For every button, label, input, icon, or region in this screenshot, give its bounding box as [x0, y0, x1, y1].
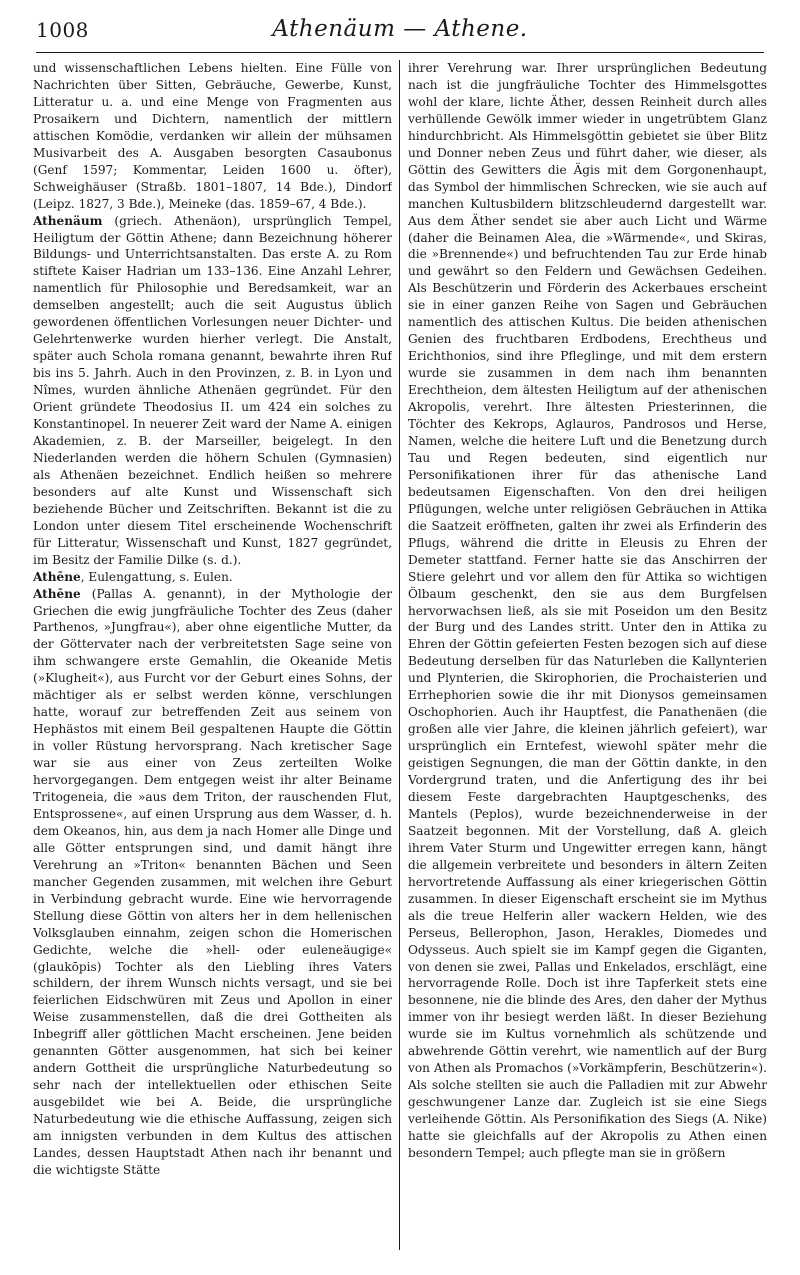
lemma-athene-owl: Athēne: [33, 569, 81, 584]
entry-athene-owl-text: , Eulengattung, s. Eulen.: [80, 569, 233, 584]
lemma-athene-goddess: Athēne: [33, 586, 81, 601]
page-header: [36, 12, 764, 52]
paragraph-continuation: und wissenschaftlichen Lebens hielten. Eine Fülle von Nachrichten über Sitten, Gebräuche, Gewerbe, Kunst, Litteratur u. a. und eine Menge von Fragmenten aus Prosaikern und Dichtern, namentlich der mittlern attischen Komödie, verdanken wir allein der mühsamen Musivarbeit des A. Ausgaben besorgten Casaubonus (Genf 1597; Kommentar, Leiden 1600 u. öfter), Schweighäuser (Straßb. 1801–1807, 14 Bde.), Dindorf (Leipz. 1827, 3 Bde.), Meineke (das. 1859–67, 4 Bde.).: [33, 61, 392, 211]
right-column: [408, 60, 767, 1260]
page-number: 1008: [36, 18, 89, 42]
text-columns: [33, 60, 767, 1260]
entry-athenaeum: [33, 213, 392, 569]
running-title: Athenäum — Athene.: [272, 16, 528, 42]
entry-athene-goddess: [33, 586, 392, 1179]
paragraph-continuation-right: ihrer Verehrung war. Ihrer ursprünglichen Bedeutung nach ist die jungfräuliche Tochter des Himmelsgottes wohl der klare, lichte Äther, dessen Reinheit durch alles verhüllende Gewölk immer wieder in ungetrübtem Glanz hindurchbricht. Als Himmelsgöttin gebietet sie über Blitz und Donner neben Zeus und führt daher, wie dieser, als Göttin des Gewitters die Ägis mit dem Gorgonenhaupt, das Symbol der himmlischen Schrecken, wie sie auch auf manchen Kultusbildern blitzschleudernd dargestellt war. Aus dem Äther sendet sie aber auch Licht und Wärme (daher die Beinamen Alea, die »Wärmende«, und Skiras, die »Brennende«) und befruchtenden Tau zur Erde hinab und gewährt so den Feldern und Gewächsen Gedeihen. Als Beschützerin und Förderin des Ackerbaues erscheint sie in einer ganzen Reihe von Sagen und Gebräuchen namentlich des attischen Kultus. Die beiden athenischen Genien des fruchtbaren Erdbodens, Erechtheus und Erichthonios, sind ihre Pfleglinge, und mit dem erstern wurde sie zusammen in dem nach ihm benannten Erechtheion, dem ältesten Heiligtum auf der athenischen Akropolis, verehrt. Ihre ältesten Priesterinnen, die Töchter des Kekrops, Aglauros, Pandrosos und Herse, Namen, welche die heitere Luft und die Benetzung durch Tau und Regen bedeuten, sind eigentlich nur Personifikationen ihrer für das athenische Land bedeutsamen Eigenschaften. Von den drei heiligen Pflügungen, welche unter religiösen Gebräuchen in Attika die Saatzeit eröffneten, galten ihr zwei als Erfinderin des Pflugs, während die dritte in Eleusis zu Ehren der Demeter stattfand. Ferner hatte sie das Anschirren der Stiere gelehrt und vor allem den für Attika so wichtigen Ölbaum geschenkt, den sie aus dem Burgfelsen hervorwachsen ließ, als sie mit Poseidon um den Besitz der Burg und des Landes stritt. Unter den in Attika zu Ehren der Göttin gefeierten Festen bezogen sich auf diese Bedeutung derselben für das Naturleben die Kallynterien und Plynterien, die Skirophorien, die Prochaisterien und Errhephorien sowie die ihr mit Dionysos gemeinsamen Oschophorien. Auch ihr Hauptfest, die Panathenäen (die großen alle vier Jahre, die kleinen jährlich gefeiert), war ursprünglich ein Erntefest, wiewohl später mehr die geistigen Segnungen, die man der Göttin dankte, in den Vordergrund traten, und die Anfertigung des ihr bei diesem Feste dargebrachten Hauptgeschenks, des Mantels (Peplos), wurde bezeichnenderweise in der Saatzeit begonnen. Mit der Vorstellung, daß A. gleich ihrem Vater Sturm und Ungewitter erregen kann, hängt die allgemein verbreitete und besonders in ältern Zeiten hervortretende Auffassung als einer kriegerischen Göttin zusammen. In dieser Eigenschaft erscheint sie im Mythus als die treue Helferin aller wackern Helden, wie des Perseus, Bellerophon, Jason, Herakles, Diomedes und Odysseus. Auch spielt sie im Kampf gegen die Giganten, von denen sie zwei, Pallas und Enkelados, erschlägt, eine hervorragende Rolle. Doch ist ihre Tapferkeit stets eine besonnene, nie die blinde des Ares, den daher der Mythus immer von ihr besiegt werden läßt. In dieser Beziehung wurde sie im Kultus vornehmlich als schützende und abwehrende Göttin verehrt, wie namentlich auf der Burg von Athen als Promachos (»Vorkämpferin, Beschützerin«). Als solche stellten sie auch die Palladien mit zur Abwehr geschwungener Lanze dar. Zugleich ist sie eine Siegs verleihende Göttin. Als Personifikation des Siegs (A. Nike) hatte sie gleichfalls auf der Akropolis zu Athen einen besondern Tempel; auch pflegte man sie in größern: [408, 61, 767, 1160]
entry-athene-owl: [33, 569, 392, 586]
entry-athene-goddess-text: (Pallas A. genannt), in der Mythologie der Griechen die ewig jungfräuliche Tochter des Zeus (daher Parthenos, »Jungfrau«), aber ohne eigentliche Mutter, da der Göttervater nach der verbreitetsten Sage seine von ihm schwangere erste Gemahlin, die Okeanide Metis (»Klugheit«), aus Furcht vor der Geburt eines Sohns, der mächtiger als er selbst werden könne, verschlungen hatte, worauf zur betreffenden Zeit aus seinem von Hephästos mit einem Beil gespaltenen Haupte die Göttin in voller Rüstung hervorsprang. Nach kretischer Sage war sie aus einer von Zeus zerteilten Wolke hervorgegangen. Dem entgegen weist ihr alter Beiname Tritogeneia, die »aus dem Triton, der rauschenden Flut, Entsprossene«, auf einen Ursprung aus dem Wasser, d. h. dem Okeanos, hin, aus dem ja nach Homer alle Dinge und alle Götter entsprungen sind, und damit hängt ihre Verehrung an »Triton« benannten Bächen und Seen mancher Gegenden zusammen, mit welchen ihre Geburt in Verbindung gebracht wurde. Eine wie hervorragende Stellung diese Göttin von alters her in dem hellenischen Volksglauben einnahm, zeigen schon die Homerischen Gedichte, welche die »hell- oder euleneäugige« (glaukōpis) Tochter als den Liebling ihres Vaters schildern, der ihrem Wunsch nichts versagt, und sie bei feierlichen Eidschwüren mit Zeus und Apollon in einer Weise zusammenstellen, daß die drei Gottheiten als Inbegriff aller göttlichen Macht erscheinen. Jene beiden genannten Götter ausgenommen, hat sich bei keiner andern Gottheit die ursprüngliche Naturbedeutung so sehr nach der intellektuellen oder ethischen Seite ausgebildet wie bei A. Beide, die ursprüngliche Naturbedeutung wie die ethische Auffassung, zeigen sich am innigsten verbunden in dem Kultus des attischen Landes, dessen Hauptstadt Athen nach ihr benannt und die wichtigste Stätte: [33, 586, 392, 1177]
header-rule: [36, 52, 764, 53]
lemma-athenaeum: Athenäum: [33, 213, 103, 228]
left-column: [33, 60, 392, 1260]
column-divider: [399, 60, 400, 1250]
entry-athenaeum-text: (griech. Athenäon), ursprünglich Tempel, Heiligtum der Göttin Athene; dann Bezeichnung höherer Bildungs- und Unterrichtsanstalten. Das erste A. zu Rom stiftete Kaiser Hadrian um 133–136. Eine Anzahl Lehrer, namentlich für Philosophie und Beredsamkeit, war an demselben angestellt; auch die seit Augustus üblich gewordenen öffentlichen Vorlesungen neuer Dichter- und Gelehrtenwerke wurden hierher verlegt. Die Anstalt, später auch Schola romana genannt, bewahrte ihren Ruf bis ins 5. Jahrh. Auch in den Provinzen, z. B. in Lyon und Nîmes, wurden ähnliche Athenäen gegründet. Für den Orient gründete Theodosius II. um 424 ein solches zu Konstantinopel. In neuerer Zeit ward der Name A. einigen Akademien, z. B. der Marseiller, beigelegt. In den Niederlanden werden die höhern Schulen (Gymnasien) als Athenäen bezeichnet. Endlich heißen so mehrere besonders auf alte Kunst und Wissenschaft sich beziehende Bücher und Zeitschriften. Bekannt ist die zu London unter diesem Titel erscheinende Wochenschrift für Litteratur, Wissenschaft und Kunst, 1827 gegründet, im Besitz der Familie Dilke (s. d.).: [33, 213, 392, 567]
